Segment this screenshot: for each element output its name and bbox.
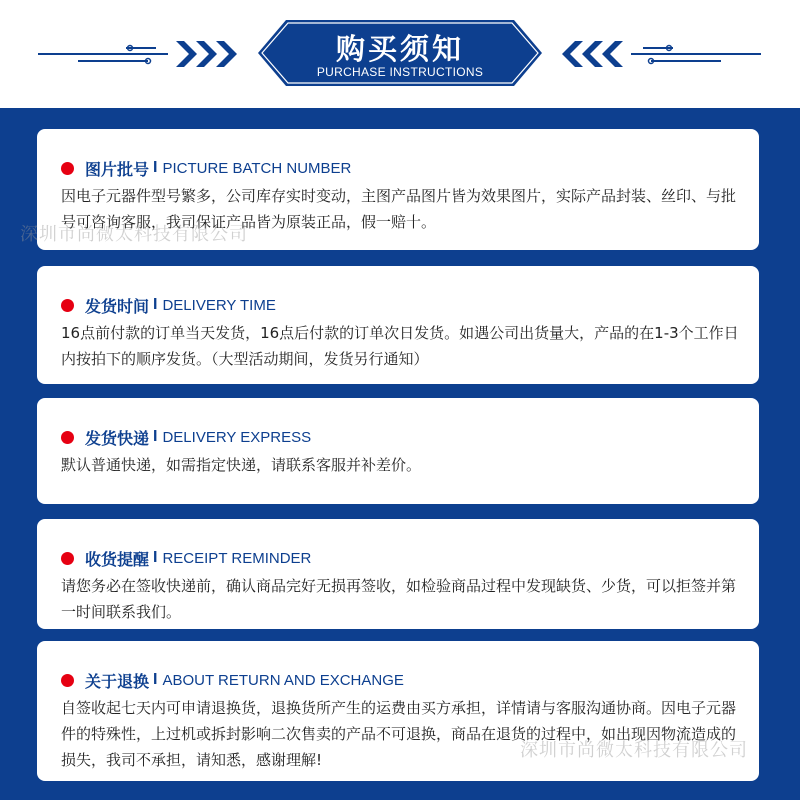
page-title: 购买须知 — [335, 32, 464, 66]
section-title-zh: 发货快递 — [85, 428, 150, 448]
section-title-zh: 收货提醒 — [85, 549, 150, 569]
section-title-zh: 关于退换 — [85, 671, 150, 691]
watermark-bottom: 深圳市尚微太科技有限公司 — [520, 740, 748, 761]
section-separator: I — [153, 428, 158, 445]
page-subtitle: PURCHASE INSTRUCTIONS — [316, 65, 484, 79]
section-heading — [61, 426, 311, 448]
left-arrow-decoration — [38, 28, 243, 78]
red-bullet-icon — [61, 299, 74, 312]
section-title-en: DELIVERY TIME — [162, 296, 276, 314]
watermark-top: 深圳市尚微太科技有限公司 — [20, 224, 248, 245]
red-bullet-icon — [61, 552, 74, 565]
section-heading — [61, 547, 311, 569]
section-separator: I — [153, 159, 158, 176]
section-title-en: ABOUT RETURN AND EXCHANGE — [162, 671, 404, 689]
section-title-zh: 图片批号 — [85, 159, 150, 179]
section-card-delivery-time — [37, 266, 759, 384]
header-area — [0, 0, 800, 108]
section-heading — [61, 294, 276, 316]
title-badge — [258, 20, 542, 86]
section-body: 默认普通快递，如需指定快递，请联系客服并补差价。 — [61, 456, 422, 474]
section-separator: I — [153, 671, 158, 688]
section-card-receipt-reminder — [37, 519, 759, 629]
section-body: 16点前付款的订单当天发货，16点后付款的订单次日发货。如遇公司出货量大，产品的在1-3个工作日内按拍下的顺序发货。（大型活动期间，发货另行通知） — [61, 324, 739, 368]
section-body: 请您务必在签收快递前，确认商品完好无损再签收，如检验商品过程中发现缺货、少货，可以拒签并第一时间联系我们。 — [61, 577, 737, 621]
section-title-zh: 发货时间 — [85, 296, 150, 316]
section-separator: I — [153, 549, 158, 566]
section-heading — [61, 157, 351, 179]
section-title-en: PICTURE BATCH NUMBER — [162, 159, 352, 177]
red-bullet-icon — [61, 431, 74, 444]
section-body: 自签收起七天内可申请退换货，退换货所产生的运费由买方承担，详情请与客服沟通协商。因电子元器件的特殊性，上过机或拆封影响二次售卖的产品不可退换，商品在退货的过程中，如出现因物流造成的损失，我司不承担，请知悉，感谢理解! — [61, 699, 737, 769]
section-body: 因电子元器件型号繁多，公司库存实时变动，主图产品图片皆为效果图片，实际产品封装、丝印、与批号可咨询客服，我司保证产品皆为原装正品，假一赔十。 — [61, 187, 737, 231]
section-separator: I — [153, 296, 158, 313]
section-heading — [61, 669, 404, 691]
section-card-delivery-express — [37, 398, 759, 504]
section-title-en: RECEIPT REMINDER — [162, 549, 312, 567]
red-bullet-icon — [61, 162, 74, 175]
right-arrow-decoration — [556, 28, 761, 78]
red-bullet-icon — [61, 674, 74, 687]
section-title-en: DELIVERY EXPRESS — [162, 428, 312, 446]
